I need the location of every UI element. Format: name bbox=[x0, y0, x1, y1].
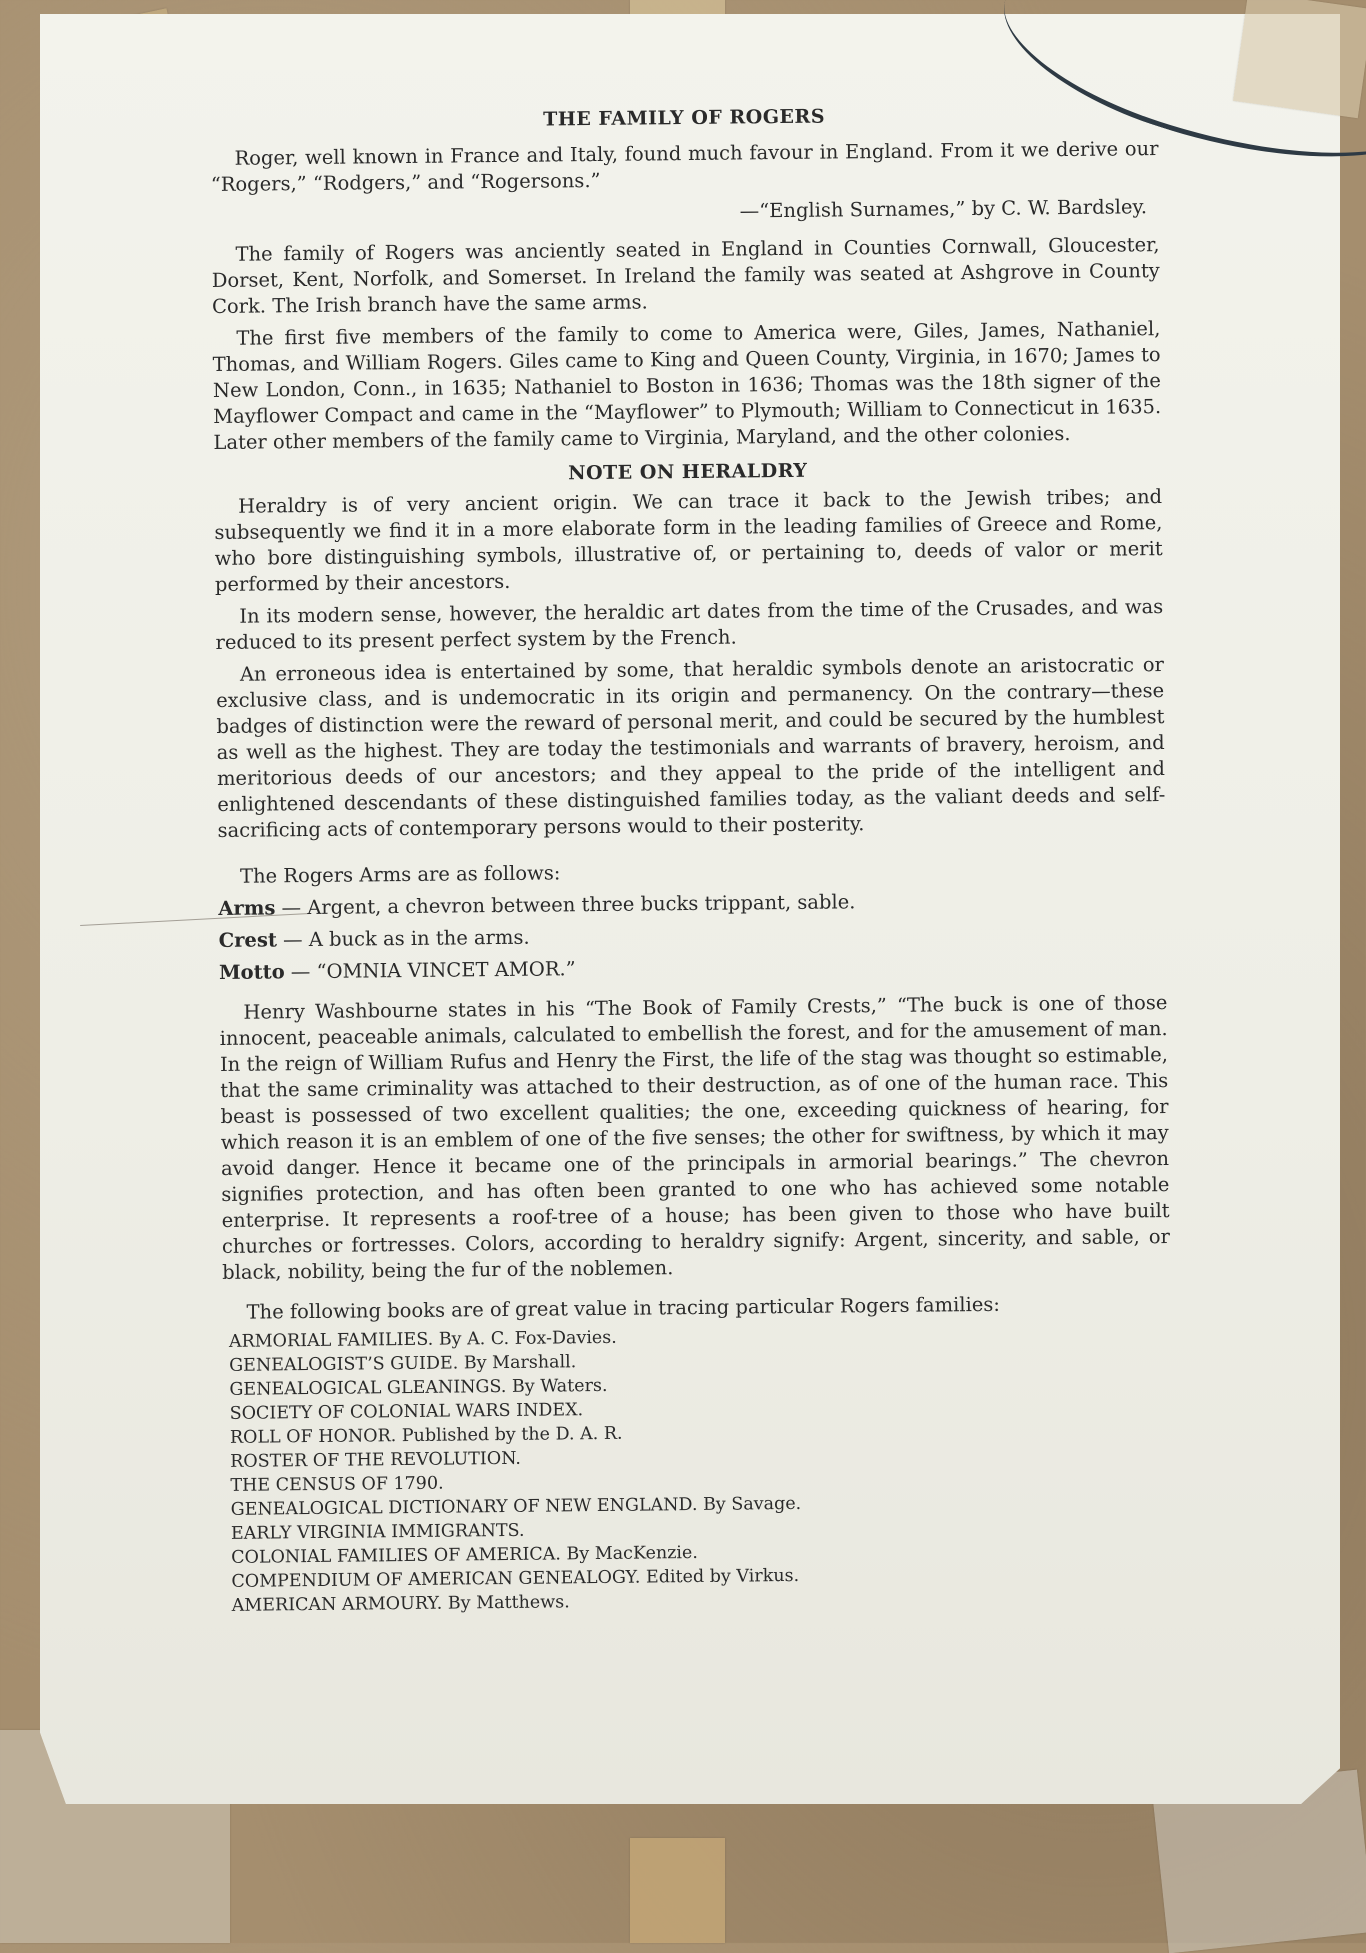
motto-line bbox=[219, 950, 1167, 986]
list-item: THE CENSUS OF 1790. bbox=[230, 1473, 444, 1496]
crest-text: — A buck as in the arms. bbox=[276, 925, 530, 952]
motto-text: — “OMNIA VINCET AMOR.” bbox=[284, 957, 576, 984]
paragraph: In its modern sense, however, the heraldic art dates from the time of the Crusades, and was reduced to its present perfect system by the French. bbox=[215, 595, 1164, 654]
arms-label: Arms bbox=[218, 896, 276, 920]
list-item: ARMORIAL FAMILIES. By A. C. Fox-Davies. bbox=[228, 1327, 617, 1352]
list-item: COMPENDIUM OF AMERICAN GENEALOGY. Edited by Virkus. bbox=[231, 1565, 800, 1592]
list-item: EARLY VIRGINIA IMMIGRANTS. bbox=[230, 1520, 525, 1544]
paragraph: The family of Rogers was anciently seated in England in Counties Cornwall, Gloucester, Dorset, Kent, Norfolk, and Somerset. In Ireland the family was seated at Ashgrove in County Cork. The Irish branch have the same arms. bbox=[211, 233, 1160, 318]
list-item: GENEALOGICAL DICTIONARY OF NEW ENGLAND. By Savage. bbox=[230, 1493, 802, 1520]
paragraph: Heraldry is of very ancient origin. We can trace it back to the Jewish tribes; and subsequently we find it in a more elaborate form in the leading families of Greece and Rome, who bore distinguishing symbols, illustrative of, or pertaining to, deeds of valor or merit performed by their ancestors. bbox=[214, 485, 1163, 596]
paragraph: The first five members of the family to come to America were, Giles, James, Nathaniel, Thomas, and William Rogers. Giles came to King and Queen County, Virginia, in 1670; James to New London, Conn., in 1635; Nathaniel to Boston in 1636; Thomas was the 18th signer of the Mayflower Compact and came in the “Mayflower” to Plymouth; William to Connecticut in 1635. Later other members of the family came to Virginia, Maryland, and the other colonies. bbox=[212, 317, 1162, 454]
crest-label: Crest bbox=[218, 928, 278, 952]
book-list bbox=[229, 1320, 1174, 1618]
arms-line bbox=[218, 886, 1166, 922]
paragraph: Henry Washbourne states in his “The Book of Family Crests,” “The buck is one of those innocent, peaceable animals, calculated to embellish the forest, and for the amusement of man. In the reign of William Rufus and Henry the First, the life of the stag was thought so estimable, that the same criminality was attached to their destruction, as of one of the human race. This beast is possessed of two excellent qualities; the one, exceeding quickness of hearing, for which reason it is an emblem of one of the five senses; the other for swiftness, by which it may avoid danger. Hence it became one of the principals in armorial bearings.” The chevron signifies protection, and has often been granted to one who has achieved some notable enterprise. It represents a roof-tree of a house; has been given to those who have built churches or fortresses. Colors, according to heraldry signify: Argent, sincerity, and sable, or black, nobility, being the fur of the noblemen. bbox=[219, 991, 1170, 1284]
arms-text: — Argent, a chevron between three bucks trippant, sable. bbox=[275, 890, 856, 920]
books-intro: The following books are of great value in tracing particular Rogers families: bbox=[246, 1292, 1000, 1324]
paragraph: An erroneous idea is entertained by some, that heraldic symbols denote an aristocratic or exclusive class, and is undemocratic in its origin and permanency. On the contrary—these badges of distinction were the reward of personal merit, and could be secured by the humblest as well as the highest. They are today the testimonials and warrants of bravery, heroism, and meritorious deeds of our ancestors; and they appeal to the pride of the intelligent and enlightened descendants of these distinguished families today, as the valiant deeds and self-sacrificing acts of contemporary persons would to their posterity. bbox=[216, 653, 1166, 842]
list-item: SOCIETY OF COLONIAL WARS INDEX. bbox=[229, 1400, 584, 1424]
document-title: THE FAMILY OF ROGERS bbox=[543, 105, 826, 131]
arms-intro: The Rogers Arms are as follows: bbox=[239, 861, 561, 888]
epigraph: Roger, well known in France and Italy, found much favour in England. From it we derive our “Rogers,” “Rodgers,” and “Rogersons.” bbox=[210, 137, 1159, 196]
list-item: ROSTER OF THE REVOLUTION. bbox=[230, 1448, 521, 1472]
list-item: COLONIAL FAMILIES OF AMERICA. By MacKenzie. bbox=[231, 1542, 699, 1568]
section-heading: NOTE ON HERALDRY bbox=[568, 459, 808, 485]
list-item: AMERICAN ARMOURY. By Matthews. bbox=[231, 1592, 570, 1616]
epigraph-attribution: —“English Surnames,” by C. W. Bardsley. bbox=[739, 195, 1148, 223]
document-body bbox=[210, 100, 1174, 1618]
crest-line bbox=[219, 918, 1167, 954]
list-item: ROLL OF HONOR. Published by the D. A. R. bbox=[229, 1423, 623, 1448]
motto-label: Motto bbox=[218, 960, 285, 984]
list-item: GENEALOGICAL GLEANINGS. By Waters. bbox=[229, 1375, 608, 1400]
list-item: GENEALOGIST’S GUIDE. By Marshall. bbox=[229, 1352, 577, 1376]
masking-tape bbox=[630, 1838, 725, 1943]
